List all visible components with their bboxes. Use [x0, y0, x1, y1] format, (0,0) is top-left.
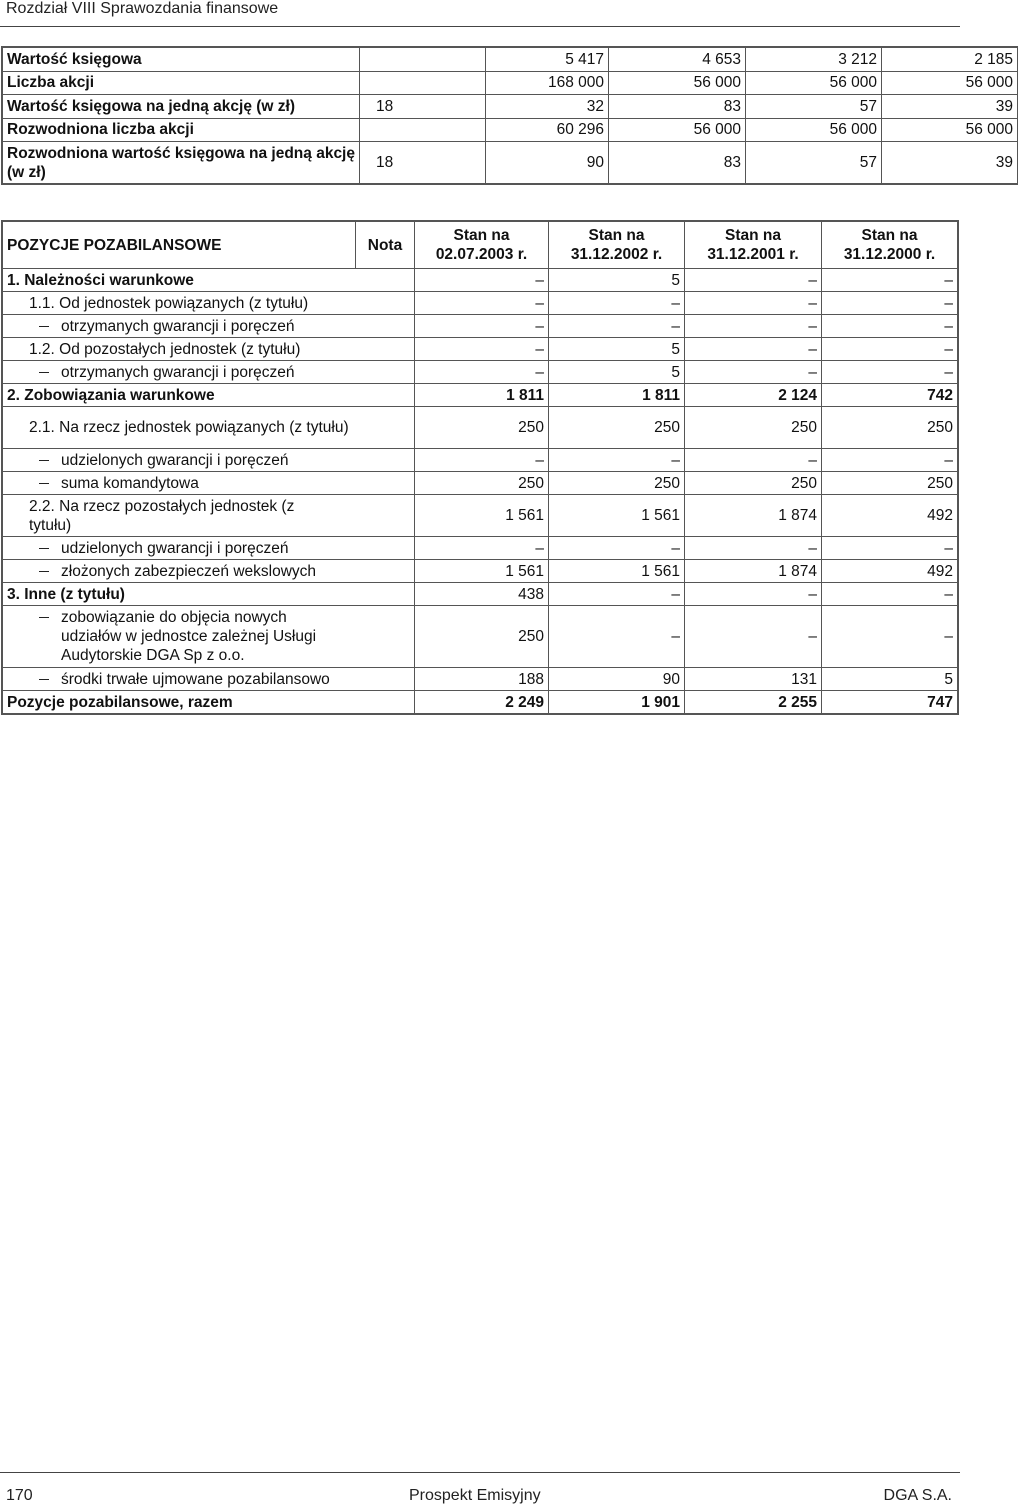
- row-label: Rozwodniona liczba akcji: [3, 118, 360, 142]
- value-cell: 56 000: [746, 71, 882, 95]
- header-col: Stan na 31.12.2002 r.: [549, 222, 685, 269]
- value-cell: 250: [685, 472, 822, 495]
- value-cell: 250: [415, 407, 549, 449]
- value-cell: 5 417: [486, 48, 609, 72]
- running-head: Rozdział VIII Sprawozdania finansowe: [6, 0, 279, 17]
- header-col: Stan na 02.07.2003 r.: [415, 222, 549, 269]
- nota-cell: [360, 118, 486, 142]
- value-cell: –: [685, 338, 822, 361]
- value-cell: –: [685, 537, 822, 560]
- value-cell: –: [822, 269, 958, 292]
- row-label-cell: [3, 668, 415, 691]
- value-cell: 168 000: [486, 71, 609, 95]
- value-cell: 2 185: [882, 48, 1018, 72]
- value-cell: –: [685, 606, 822, 668]
- table-row: [3, 118, 1018, 142]
- dash-bullet: [39, 617, 49, 618]
- table-row: [3, 95, 1018, 119]
- header-nota: Nota: [356, 222, 415, 269]
- value-cell: –: [549, 606, 685, 668]
- table-row: [3, 606, 958, 668]
- row-label-cell: [3, 315, 415, 338]
- header-col: Stan na 31.12.2000 r.: [822, 222, 958, 269]
- value-cell: 57: [746, 95, 882, 119]
- value-cell: –: [822, 361, 958, 384]
- value-cell: 56 000: [882, 71, 1018, 95]
- row-label: Wartość księgowa: [3, 48, 360, 72]
- footer-rule: [0, 1472, 960, 1473]
- table-row: [3, 668, 958, 691]
- row-label: otrzymanych gwarancji i poręczeń: [61, 317, 295, 335]
- value-cell: –: [822, 292, 958, 315]
- value-cell: 1 561: [415, 560, 549, 583]
- row-label: Pozycje pozabilansowe, razem: [3, 691, 415, 714]
- value-cell: 1 811: [415, 384, 549, 407]
- row-label: środki trwałe ujmowane pozabilansowo: [61, 670, 330, 688]
- row-label: 1. Należności warunkowe: [3, 269, 415, 292]
- row-label: udzielonych gwarancji i poręczeń: [61, 539, 289, 557]
- row-label: Wartość księgowa na jedną akcję (w zł): [3, 95, 360, 119]
- value-cell: 250: [685, 407, 822, 449]
- table-row: [3, 338, 958, 361]
- value-cell: 1 901: [549, 691, 685, 714]
- row-label: 1.1. Od jednostek powiązanych (z tytułu): [3, 292, 415, 315]
- value-cell: 1 561: [549, 560, 685, 583]
- table-row: [3, 48, 1018, 72]
- value-cell: 250: [415, 472, 549, 495]
- row-label: 2.2. Na rzecz pozostałych jednostek (z tytułu): [3, 495, 415, 537]
- value-cell: –: [415, 338, 549, 361]
- table-row: [3, 449, 958, 472]
- value-cell: 492: [822, 495, 958, 537]
- nota-cell: 18: [360, 142, 486, 184]
- value-cell: –: [549, 449, 685, 472]
- value-cell: –: [685, 315, 822, 338]
- value-cell: 492: [822, 560, 958, 583]
- value-cell: –: [822, 583, 958, 606]
- row-label: 2.1. Na rzecz jednostek powiązanych (z tytułu): [3, 407, 415, 449]
- value-cell: 1 561: [549, 495, 685, 537]
- value-cell: 250: [549, 472, 685, 495]
- value-cell: 90: [549, 668, 685, 691]
- value-cell: –: [415, 315, 549, 338]
- value-cell: 438: [415, 583, 549, 606]
- row-label: otrzymanych gwarancji i poręczeń: [61, 363, 295, 381]
- table-row: [3, 560, 958, 583]
- value-cell: –: [822, 537, 958, 560]
- book-value-table: [2, 47, 1018, 184]
- row-label-cell: [3, 472, 415, 495]
- row-label: Liczba akcji: [3, 71, 360, 95]
- value-cell: 83: [609, 95, 746, 119]
- value-cell: 1 874: [685, 495, 822, 537]
- value-cell: 250: [822, 407, 958, 449]
- value-cell: –: [822, 449, 958, 472]
- row-label: 3. Inne (z tytułu): [3, 583, 415, 606]
- value-cell: 188: [415, 668, 549, 691]
- table-row: [3, 269, 958, 292]
- value-cell: 60 296: [486, 118, 609, 142]
- table-row: [3, 537, 958, 560]
- row-label: Rozwodniona wartość księgowa na jedną akcję (w zł): [3, 142, 360, 184]
- value-cell: 1 561: [415, 495, 549, 537]
- value-cell: 90: [486, 142, 609, 184]
- value-cell: 2 249: [415, 691, 549, 714]
- row-label-cell: [3, 537, 415, 560]
- value-cell: 57: [746, 142, 882, 184]
- value-cell: –: [549, 315, 685, 338]
- value-cell: 250: [822, 472, 958, 495]
- row-label: złożonych zabezpieczeń wekslowych: [61, 562, 317, 580]
- value-cell: 250: [415, 606, 549, 668]
- row-label: 2. Zobowiązania warunkowe: [3, 384, 415, 407]
- value-cell: –: [685, 583, 822, 606]
- value-cell: –: [549, 583, 685, 606]
- value-cell: 56 000: [746, 118, 882, 142]
- table-row: [3, 315, 958, 338]
- table-row: [3, 583, 958, 606]
- value-cell: –: [415, 269, 549, 292]
- dash-bullet: [39, 372, 49, 373]
- dash-bullet: [39, 483, 49, 484]
- value-cell: –: [415, 361, 549, 384]
- header-rule: [0, 26, 960, 27]
- table-row: [3, 407, 958, 449]
- value-cell: 1 811: [549, 384, 685, 407]
- value-cell: 39: [882, 95, 1018, 119]
- row-label-cell: [3, 606, 415, 668]
- value-cell: 83: [609, 142, 746, 184]
- table-row: [3, 384, 958, 407]
- nota-cell: [360, 71, 486, 95]
- value-cell: 3 212: [746, 48, 882, 72]
- footer-title: Prospekt Emisyjny: [409, 1487, 541, 1504]
- row-label-cell: [3, 361, 415, 384]
- header-label: POZYCJE POZABILANSOWE: [3, 222, 356, 269]
- value-cell: 56 000: [609, 71, 746, 95]
- table-row: [3, 292, 958, 315]
- value-cell: 5: [549, 338, 685, 361]
- table-row: [3, 361, 958, 384]
- value-cell: 1 874: [685, 560, 822, 583]
- value-cell: –: [685, 449, 822, 472]
- value-cell: –: [549, 537, 685, 560]
- value-cell: –: [822, 606, 958, 668]
- value-cell: 2 124: [685, 384, 822, 407]
- value-cell: –: [549, 292, 685, 315]
- header-col: Stan na 31.12.2001 r.: [685, 222, 822, 269]
- table-row: [3, 142, 1018, 184]
- off-balance-table: [2, 221, 958, 714]
- value-cell: –: [415, 292, 549, 315]
- value-cell: –: [685, 361, 822, 384]
- value-cell: –: [415, 537, 549, 560]
- value-cell: 5: [822, 668, 958, 691]
- value-cell: –: [822, 338, 958, 361]
- page-number: 170: [6, 1487, 33, 1504]
- value-cell: –: [685, 269, 822, 292]
- value-cell: –: [685, 292, 822, 315]
- value-cell: 39: [882, 142, 1018, 184]
- row-label-cell: [3, 560, 415, 583]
- table-row: [3, 472, 958, 495]
- dash-bullet: [39, 571, 49, 572]
- value-cell: 5: [549, 269, 685, 292]
- value-cell: 250: [549, 407, 685, 449]
- value-cell: 56 000: [609, 118, 746, 142]
- row-label: suma komandytowa: [61, 474, 199, 492]
- row-label: udzielonych gwarancji i poręczeń: [61, 451, 289, 469]
- row-label: 1.2. Od pozostałych jednostek (z tytułu): [3, 338, 415, 361]
- value-cell: 742: [822, 384, 958, 407]
- table-row: [3, 71, 1018, 95]
- nota-cell: 18: [360, 95, 486, 119]
- row-label: zobowiązanie do objęcia nowych udziałów w jednostce zależnej Usługi Audytorskie DGA Sp z o.o.: [61, 609, 317, 664]
- value-cell: 2 255: [685, 691, 822, 714]
- value-cell: 56 000: [882, 118, 1018, 142]
- table-row: [3, 495, 958, 537]
- value-cell: 5: [549, 361, 685, 384]
- value-cell: –: [822, 315, 958, 338]
- nota-cell: [360, 48, 486, 72]
- value-cell: –: [415, 449, 549, 472]
- header-row: [3, 222, 958, 269]
- dash-bullet: [39, 460, 49, 461]
- value-cell: 4 653: [609, 48, 746, 72]
- value-cell: 131: [685, 668, 822, 691]
- dash-bullet: [39, 679, 49, 680]
- dash-bullet: [39, 548, 49, 549]
- dash-bullet: [39, 326, 49, 327]
- total-row: [3, 691, 958, 714]
- footer-company: DGA S.A.: [883, 1487, 952, 1504]
- value-cell: 747: [822, 691, 958, 714]
- row-label-cell: [3, 449, 415, 472]
- value-cell: 32: [486, 95, 609, 119]
